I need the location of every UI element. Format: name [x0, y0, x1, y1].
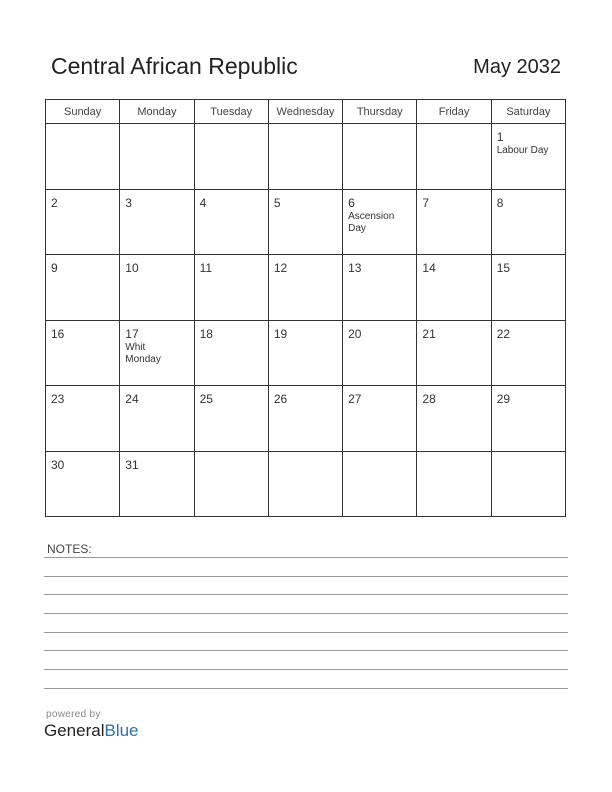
day-number: 12	[273, 261, 288, 275]
day-cell	[268, 451, 342, 517]
day-number: 10	[125, 261, 139, 275]
calendar-title: Central African Republic	[51, 53, 298, 79]
note-line	[44, 613, 568, 614]
day-cell	[194, 189, 268, 255]
day-number: 17	[125, 326, 139, 341]
note-line	[44, 576, 568, 577]
day-number: 18	[199, 326, 213, 341]
day-number: 16	[51, 326, 65, 341]
day-cell	[46, 189, 120, 255]
day-number: 11	[199, 261, 213, 275]
week-row	[46, 255, 566, 321]
weekday-header-row	[46, 100, 566, 124]
day-number: 14	[422, 261, 436, 275]
day-cell	[343, 386, 417, 452]
day-number	[417, 452, 490, 459]
week-row	[46, 451, 566, 517]
day-number: 22	[496, 326, 511, 341]
week-row	[46, 386, 566, 452]
holiday-label: Whit Monday	[125, 341, 161, 365]
day-number: 1	[496, 130, 504, 144]
day-number: 13	[348, 261, 362, 275]
weekday-header: Wednesday	[268, 100, 342, 124]
day-cell	[491, 320, 565, 386]
weekday-header: Friday	[417, 100, 491, 124]
day-cell	[417, 189, 491, 255]
day-number: 28	[422, 392, 436, 406]
day-cell	[268, 189, 342, 255]
weekday-header: Thursday	[343, 100, 417, 124]
day-number: 29	[496, 392, 511, 406]
day-cell	[417, 320, 491, 386]
week-row	[46, 189, 566, 255]
day-number: 19	[273, 326, 288, 341]
calendar-body	[46, 124, 566, 517]
notes-label: NOTES:	[47, 542, 92, 556]
weekday-header: Sunday	[46, 100, 120, 124]
day-cell	[120, 386, 194, 452]
day-cell	[120, 451, 194, 517]
note-line	[44, 594, 568, 595]
day-number: 27	[348, 392, 362, 406]
day-number: 8	[496, 195, 504, 210]
note-line	[44, 557, 568, 558]
day-cell	[46, 320, 120, 386]
calendar-grid	[45, 99, 566, 517]
day-cell	[343, 124, 417, 190]
day-number: 2	[51, 195, 58, 210]
day-cell	[194, 255, 268, 321]
day-cell	[268, 386, 342, 452]
day-cell	[491, 189, 565, 255]
day-cell	[417, 386, 491, 452]
day-cell	[343, 320, 417, 386]
day-cell	[491, 451, 565, 517]
day-number	[195, 452, 268, 459]
week-row	[46, 124, 566, 190]
day-cell	[194, 386, 268, 452]
day-number: 3	[125, 195, 132, 210]
day-cell	[120, 189, 194, 255]
day-cell	[46, 451, 120, 517]
day-cell	[120, 320, 194, 386]
day-cell	[194, 451, 268, 517]
weekday-header: Monday	[120, 100, 194, 124]
day-cell	[417, 255, 491, 321]
day-cell	[120, 124, 194, 190]
day-number: 23	[51, 392, 65, 406]
day-number: 5	[273, 195, 281, 210]
day-cell	[46, 124, 120, 190]
day-number	[343, 452, 416, 459]
day-number: 30	[51, 457, 65, 472]
day-number: 15	[496, 261, 511, 275]
powered-by-text: powered by	[46, 709, 101, 720]
week-row	[46, 320, 566, 386]
day-cell	[417, 124, 491, 190]
day-number	[343, 124, 416, 131]
day-cell	[491, 386, 565, 452]
brand-name-blue: Blue	[104, 721, 139, 740]
day-number: 26	[273, 392, 288, 406]
note-line	[44, 688, 568, 689]
day-number: 7	[422, 195, 430, 210]
brand-name-general: General	[44, 721, 105, 740]
day-number: 21	[422, 326, 436, 341]
weekday-header: Tuesday	[194, 100, 268, 124]
day-number: 20	[348, 326, 362, 341]
day-number	[269, 124, 342, 131]
day-number: 24	[125, 392, 139, 406]
day-number	[417, 124, 490, 131]
day-cell	[343, 189, 417, 255]
day-cell	[46, 255, 120, 321]
day-number: 25	[199, 392, 213, 406]
brand-logo[interactable]	[44, 721, 139, 741]
day-cell	[194, 124, 268, 190]
day-number: 9	[51, 261, 58, 275]
day-cell	[120, 255, 194, 321]
note-line	[44, 669, 568, 670]
day-cell	[268, 320, 342, 386]
day-cell	[491, 124, 565, 190]
day-cell	[194, 320, 268, 386]
day-number	[120, 124, 193, 131]
day-number	[269, 452, 342, 459]
day-cell	[46, 386, 120, 452]
day-number: 4	[199, 195, 207, 210]
weekday-header: Saturday	[491, 100, 565, 124]
day-cell	[491, 255, 565, 321]
day-cell	[268, 255, 342, 321]
day-number	[46, 124, 119, 131]
day-cell	[343, 255, 417, 321]
day-cell	[343, 451, 417, 517]
calendar-month: May 2032	[473, 56, 561, 78]
note-line	[44, 632, 568, 633]
day-number	[492, 452, 565, 459]
day-cell	[417, 451, 491, 517]
day-number	[195, 124, 268, 131]
day-number: 31	[125, 457, 139, 472]
day-number: 6	[348, 195, 355, 210]
holiday-label: Ascension Day	[348, 210, 395, 234]
day-cell	[268, 124, 342, 190]
holiday-label: Labour Day	[496, 145, 549, 156]
note-line	[44, 650, 568, 651]
